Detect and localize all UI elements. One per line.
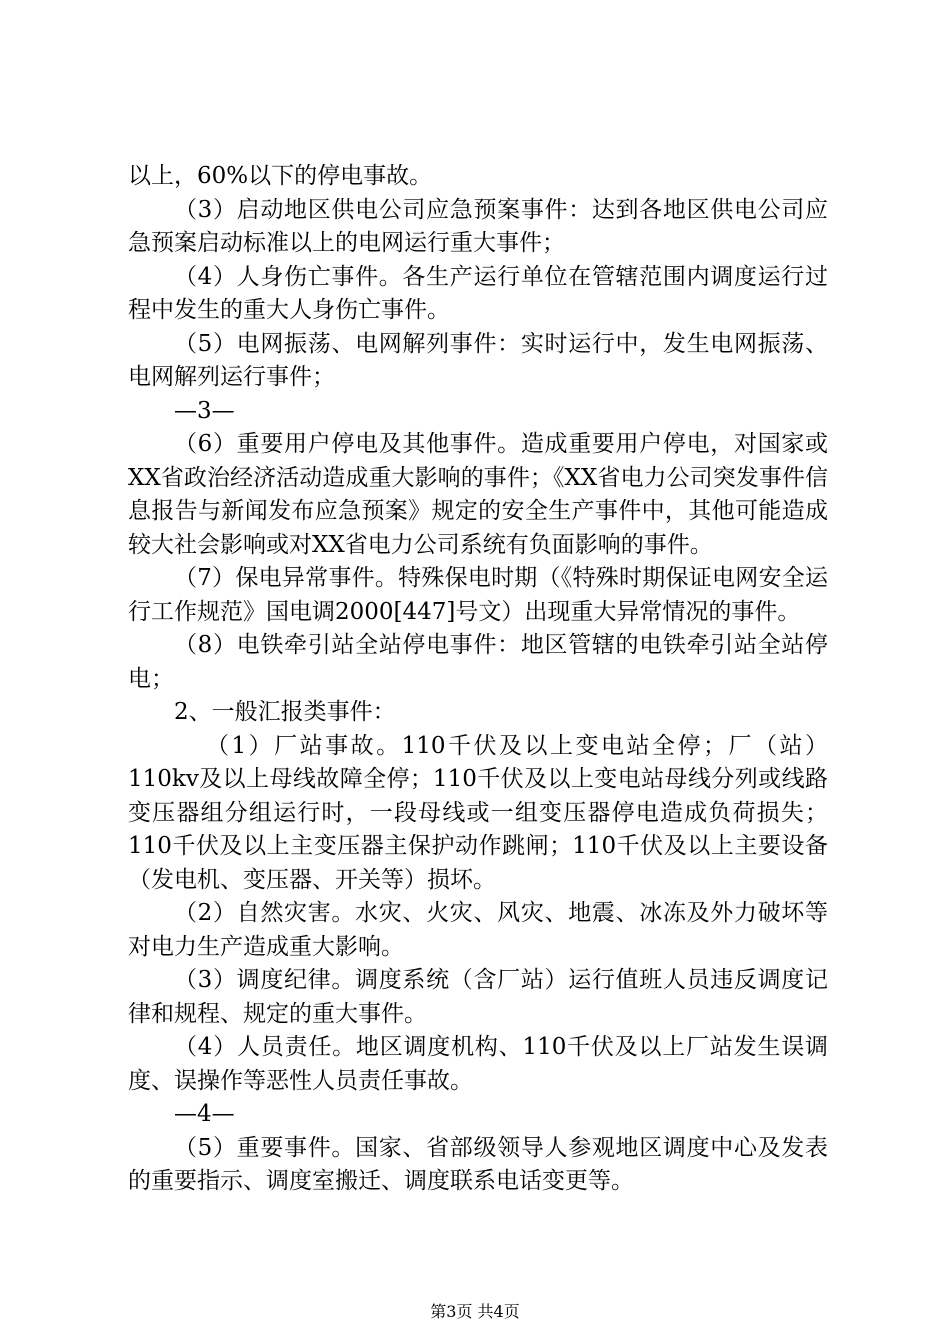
paragraph: 以上，60%以下的停电事故。: [128, 163, 433, 189]
paragraph: （5）重要事件。国家、省部级领导人参观地区调度中心及发表的重要指示、调度室搬迁、调度联系电话变更等。: [128, 1134, 828, 1194]
section-heading: 2、一般汇报类事件：: [174, 699, 396, 725]
paragraph: （3）启动地区供电公司应急预案事件：达到各地区供电公司应急预案启动标准以上的电网运行重大事件；: [128, 196, 828, 256]
paragraph: （6）重要用户停电及其他事件。造成重要用户停电，对国家或XX省政治经济活动造成重大影响的事件；《XX省电力公司突发事件信息报告与新闻发布应急预案》规定的安全生产事件中，其他可能造成较大社会影响或对XX省电力公司系统有负面影响的事件。: [128, 431, 828, 558]
paragraph: （2）自然灾害。水灾、火灾、风灾、地震、冰冻及外力破坏等对电力生产造成重大影响。: [128, 900, 828, 960]
paragraph: （4）人员责任。地区调度机构、110千伏及以上厂站发生误调度、误操作等恶性人员责任事故。: [128, 1034, 828, 1094]
page-footer: [0, 1302, 950, 1322]
paragraph: （5）电网振荡、电网解列事件：实时运行中，发生电网振荡、电网解列运行事件；: [128, 330, 828, 390]
document-body: [128, 160, 828, 1199]
paragraph: （4）人身伤亡事件。各生产运行单位在管辖范围内调度运行过程中发生的重大人身伤亡事件。: [128, 263, 828, 323]
page-number-label: 第3页 共4页: [430, 1302, 520, 1321]
paragraph: （8）电铁牵引站全站停电事件：地区管辖的电铁牵引站全站停电；: [128, 632, 828, 692]
paragraph: （3）调度纪律。调度系统（含厂站）运行值班人员违反调度记律和规程、规定的重大事件。: [128, 967, 828, 1027]
paragraph: （7）保电异常事件。特殊保电时期（《特殊时期保证电网安全运行工作规范》国电调2000[447]号文）出现重大异常情况的事件。: [128, 565, 828, 625]
paragraph: （1）厂站事故。110千伏及以上变电站全停；厂（站）110kv及以上母线故障全停；110千伏及以上变电站母线分列或线路变压器组分组运行时，一段母线或一组变压器停电造成负荷损失；110千伏及以上主变压器主保护动作跳闸；110千伏及以上主要设备（发电机、变压器、开关等）损坏。: [128, 732, 828, 893]
page-marker: —3—: [174, 397, 235, 424]
page-marker: —4—: [174, 1101, 235, 1127]
